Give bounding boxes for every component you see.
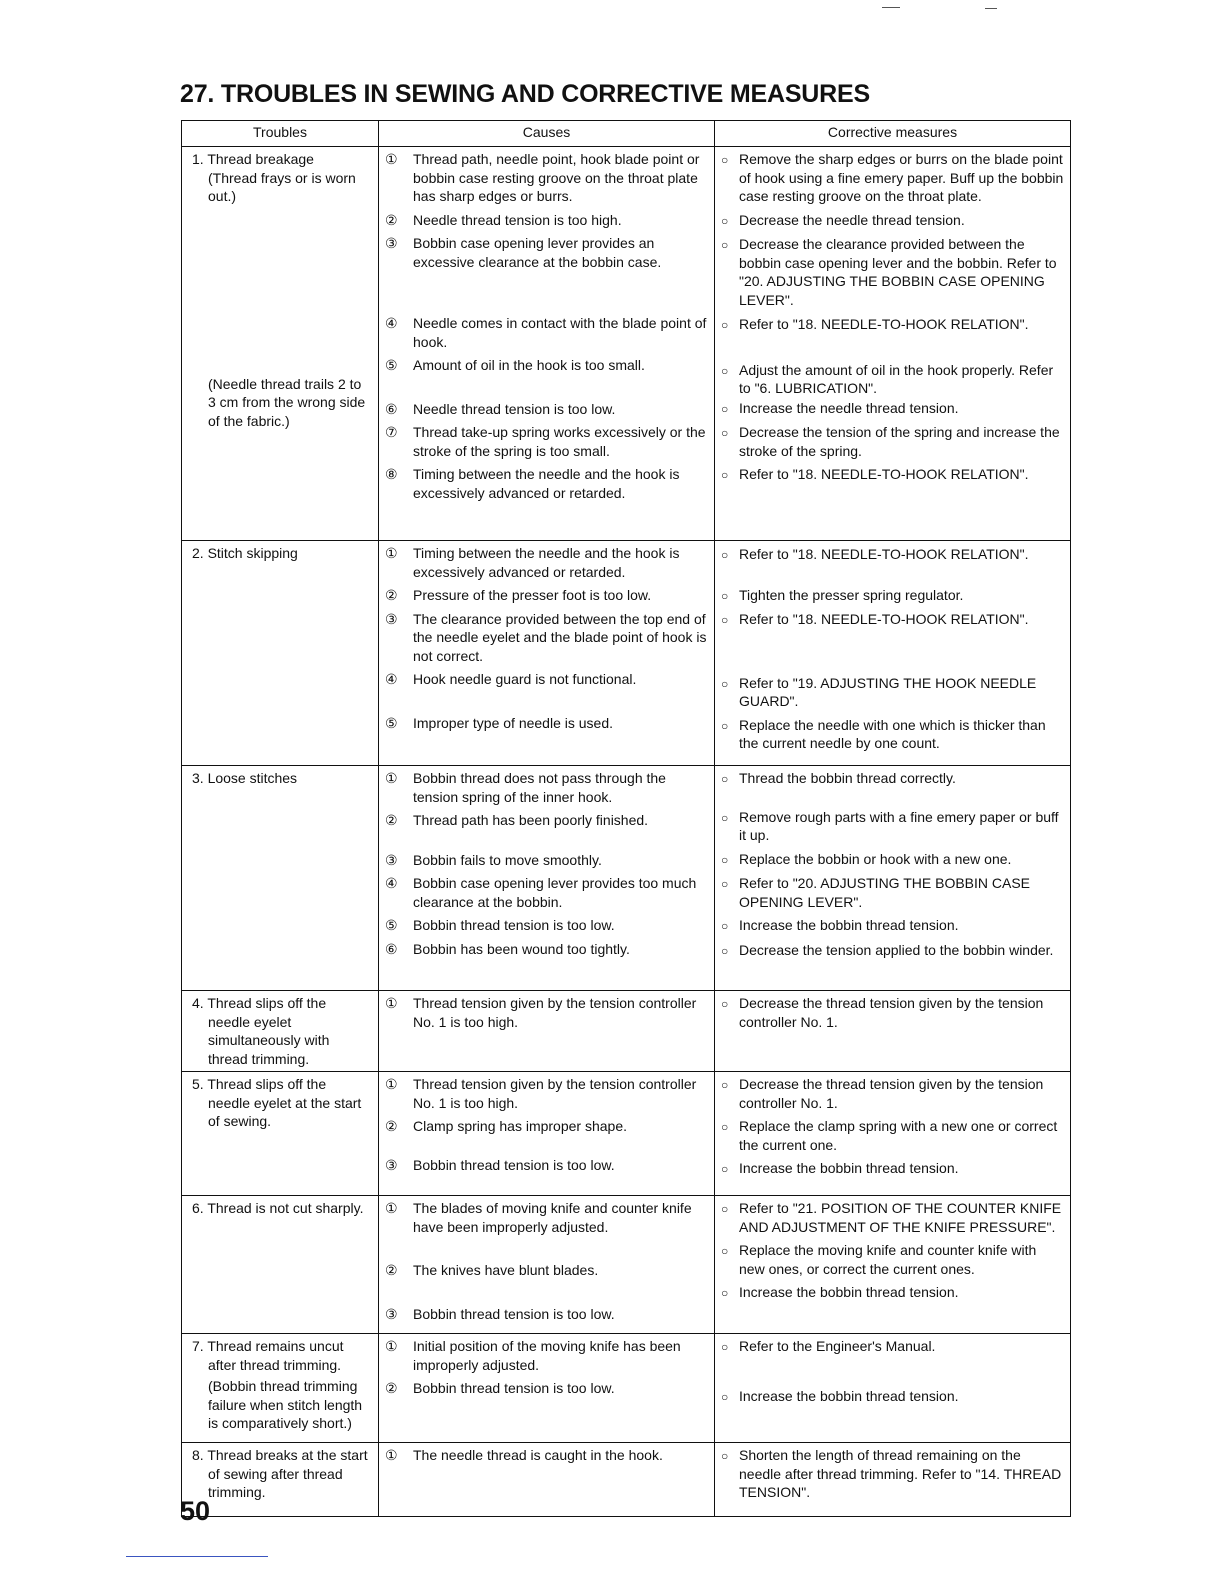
cause-number: ⑥	[385, 400, 398, 417]
bullet-icon: ○	[721, 1286, 729, 1300]
trouble-row	[182, 541, 1071, 766]
measure-item	[721, 150, 1064, 206]
measure-item	[721, 399, 1064, 419]
cause-number: ①	[385, 151, 398, 167]
measure-item	[721, 1159, 1064, 1179]
cause-item	[385, 1199, 708, 1236]
trouble-cell	[182, 991, 379, 1072]
cause-number: ⑦	[385, 424, 398, 440]
cause-number: ①	[385, 1338, 398, 1354]
cause-text: The blades of moving knife and counter knife have been improperly adjusted.	[413, 1200, 692, 1235]
measure-item	[721, 1199, 1064, 1236]
trouble-row	[182, 1196, 1071, 1334]
bullet-icon: ○	[721, 213, 729, 228]
bullet-icon: ○	[721, 1449, 729, 1463]
causes-cell	[379, 147, 715, 541]
trouble-cell	[182, 766, 379, 991]
trouble-title: 8. Thread breaks at the start of sewing after thread trimming.	[192, 1447, 368, 1500]
trouble-title: 2. Stitch skipping	[192, 545, 298, 561]
measure-item	[721, 586, 1064, 606]
cause-number: ③	[385, 610, 398, 627]
trouble-row	[182, 1334, 1071, 1443]
trouble-cell	[182, 1072, 379, 1196]
cause-number: ②	[385, 812, 398, 828]
trouble-row	[182, 1443, 1071, 1517]
scan-mark	[985, 8, 997, 9]
cause-text: Needle comes in contact with the blade point of hook.	[413, 315, 707, 350]
causes-cell	[379, 766, 715, 991]
cause-number: ②	[385, 587, 398, 603]
cause-item	[385, 234, 708, 271]
measure-text: Refer to "19. ADJUSTING THE HOOK NEEDLE GUARD".	[739, 674, 1037, 709]
cause-text: Needle thread tension is too low.	[413, 400, 616, 417]
measure-text: Decrease the thread tension given by the tension controller No. 1.	[739, 1076, 1044, 1111]
measure-text: Replace the needle with one which is thicker than the current needle by one count.	[739, 716, 1046, 751]
measures-cell	[715, 541, 1071, 766]
bullet-icon: ○	[721, 1120, 729, 1134]
measure-item	[721, 465, 1064, 485]
cause-item	[385, 1075, 708, 1112]
cause-item	[385, 714, 708, 733]
page-title: 27. TROUBLES IN SEWING AND CORRECTIVE MEASURES	[180, 80, 870, 108]
measure-text: Decrease the needle thread tension.	[739, 211, 965, 228]
cause-text: Thread tension given by the tension controller No. 1 is too high.	[413, 1076, 697, 1111]
cause-item	[385, 1337, 708, 1374]
cause-text: Bobbin has been wound too tightly.	[413, 940, 630, 957]
cause-item	[385, 465, 708, 502]
header-corrective-measures: Corrective measures	[715, 121, 1071, 147]
cause-item	[385, 1261, 708, 1280]
measure-item	[721, 423, 1064, 460]
bullet-icon: ○	[721, 1244, 729, 1258]
bullet-icon: ○	[721, 153, 729, 167]
trouble-note: (Needle thread trails 2 to 3 cm from the wrong side of the fabric.)	[208, 375, 366, 429]
measure-text: Replace the moving knife and counter knife with new ones, or correct the current ones.	[739, 1242, 1037, 1277]
causes-cell	[379, 541, 715, 766]
measure-item	[721, 916, 1064, 936]
cause-text: Needle thread tension is too high.	[413, 211, 622, 228]
measure-item	[721, 1117, 1064, 1154]
measure-text: Replace the clamp spring with a new one or correct the current one.	[739, 1118, 1058, 1153]
trouble-title: 6. Thread is not cut sharply.	[192, 1200, 364, 1216]
bullet-icon: ○	[721, 318, 729, 332]
measure-item	[721, 874, 1064, 911]
cause-text: Thread path has been poorly finished.	[413, 812, 649, 828]
measure-item	[721, 716, 1064, 753]
cause-number: ⑥	[385, 940, 398, 957]
cause-number: ②	[385, 211, 398, 228]
cause-number: ⑤	[385, 357, 398, 373]
cause-item	[385, 610, 708, 666]
cause-text: Clamp spring has improper shape.	[413, 1118, 627, 1134]
cause-text: Bobbin thread tension is too low.	[413, 1380, 615, 1396]
cause-text: Amount of oil in the hook is too small.	[413, 357, 645, 373]
measure-text: Adjust the amount of oil in the hook properly. Refer to "6. LUBRICATION".	[739, 361, 1054, 396]
cause-item	[385, 1305, 708, 1324]
cause-number: ②	[385, 1380, 398, 1396]
cause-number: ②	[385, 1118, 398, 1134]
cause-text: Hook needle guard is not functional.	[413, 671, 637, 687]
measure-item	[721, 610, 1064, 630]
measure-text: Refer to "18. NEEDLE-TO-HOOK RELATION".	[739, 316, 1029, 332]
trouble-note: (Bobbin thread trimming failure when stitch length is comparatively short.)	[208, 1378, 363, 1431]
measure-text: Increase the bobbin thread tension.	[739, 1284, 959, 1300]
cause-item	[385, 916, 708, 935]
measure-item	[721, 850, 1064, 870]
header-causes: Causes	[379, 121, 715, 147]
measure-item	[721, 808, 1064, 845]
cause-number: ①	[385, 770, 398, 786]
trouble-cell	[182, 147, 379, 541]
cause-item	[385, 1379, 708, 1398]
cause-text: Bobbin thread tension is too low.	[413, 917, 615, 933]
measures-cell	[715, 147, 1071, 541]
measures-cell	[715, 1196, 1071, 1334]
cause-text: Bobbin case opening lever provides an excessive clearance at the bobbin case.	[413, 235, 662, 270]
cause-text: Thread tension given by the tension controller No. 1 is too high.	[413, 995, 697, 1030]
bullet-icon: ○	[721, 588, 729, 603]
measure-text: Decrease the thread tension given by the tension controller No. 1.	[739, 995, 1044, 1030]
cause-text: Initial position of the moving knife has been improperly adjusted.	[413, 1338, 681, 1373]
cause-item	[385, 544, 708, 581]
measure-text: Refer to "18. NEEDLE-TO-HOOK RELATION".	[739, 466, 1029, 482]
measure-text: Decrease the clearance provided between the bobbin case opening lever and the bobbin. Refer to "20. ADJUSTING THE BOBBIN CASE OPENING LEVER".	[739, 236, 1057, 308]
measure-text: Refer to the Engineer's Manual.	[739, 1338, 936, 1354]
cause-number: ①	[385, 1447, 398, 1463]
measure-item	[721, 1337, 1064, 1357]
scan-mark	[882, 7, 900, 8]
measures-cell	[715, 1334, 1071, 1443]
causes-cell	[379, 991, 715, 1072]
bullet-icon: ○	[721, 997, 729, 1011]
bullet-icon: ○	[721, 1389, 729, 1404]
measure-text: Shorten the length of thread remaining on the needle after thread trimming. Refer to "14. THREAD TENSION".	[739, 1447, 1062, 1500]
bullet-icon: ○	[721, 468, 729, 482]
footer-divider	[126, 1556, 268, 1557]
trouble-title: 3. Loose stitches	[192, 770, 298, 786]
cause-number: ①	[385, 545, 398, 561]
cause-text: Bobbin thread does not pass through the tension spring of the inner hook.	[413, 770, 666, 805]
bullet-icon: ○	[721, 852, 729, 867]
bullet-icon: ○	[721, 238, 729, 252]
trouble-row	[182, 1072, 1071, 1196]
cause-text: The needle thread is caught in the hook.	[413, 1447, 663, 1463]
causes-cell	[379, 1334, 715, 1443]
cause-item	[385, 769, 708, 806]
bullet-icon: ○	[721, 1202, 729, 1216]
trouble-title: 4. Thread slips off the needle eyelet simultaneously with thread trimming.	[192, 995, 330, 1067]
measure-item	[721, 211, 1064, 231]
measure-text: Increase the needle thread tension.	[739, 399, 959, 416]
cause-item	[385, 150, 708, 206]
measure-item	[721, 769, 1064, 789]
cause-number: ②	[385, 1262, 398, 1278]
cause-text: Timing between the needle and the hook is excessively advanced or retarded.	[413, 466, 680, 501]
cause-item	[385, 356, 708, 375]
trouble-cell	[182, 1196, 379, 1334]
measure-text: Refer to "20. ADJUSTING THE BOBBIN CASE OPENING LEVER".	[739, 875, 1031, 910]
bullet-icon: ○	[721, 1340, 729, 1354]
cause-number: ④	[385, 875, 398, 891]
measures-cell	[715, 1072, 1071, 1196]
cause-item	[385, 586, 708, 605]
cause-item	[385, 670, 708, 689]
cause-item	[385, 211, 708, 230]
cause-number: ③	[385, 1156, 398, 1173]
cause-item	[385, 851, 708, 870]
measures-cell	[715, 766, 1071, 991]
trouble-cell	[182, 1443, 379, 1517]
cause-item	[385, 423, 708, 460]
cause-item	[385, 314, 708, 351]
measure-item	[721, 674, 1064, 711]
measure-item	[721, 1446, 1064, 1502]
measure-item	[721, 1387, 1064, 1407]
measure-item	[721, 1283, 1064, 1303]
bullet-icon: ○	[721, 943, 729, 958]
page-number: 50	[180, 1496, 211, 1526]
cause-number: ④	[385, 315, 398, 331]
measure-text: Remove rough parts with a fine emery paper or buff it up.	[739, 808, 1059, 843]
measure-item	[721, 1075, 1064, 1112]
measure-item	[721, 994, 1064, 1031]
bullet-icon: ○	[721, 548, 729, 562]
cause-number: ⑧	[385, 466, 398, 482]
cause-text: The clearance provided between the top end of the needle eyelet and the blade point of hook is not correct.	[413, 610, 707, 664]
trouble-row	[182, 766, 1071, 991]
cause-text: Improper type of needle is used.	[413, 714, 614, 731]
measure-text: Decrease the tension of the spring and increase the stroke of the spring.	[739, 424, 1060, 459]
bullet-icon: ○	[721, 426, 729, 440]
trouble-title: 7. Thread remains uncut after thread trimming.	[192, 1338, 344, 1373]
bullet-icon: ○	[721, 363, 729, 378]
cause-text: Bobbin fails to move smoothly.	[413, 851, 602, 868]
header-troubles: Troubles	[182, 121, 379, 147]
cause-number: ⑤	[385, 714, 398, 731]
cause-text: Thread take-up spring works excessively or the stroke of the spring is too small.	[413, 424, 706, 459]
measure-text: Increase the bobbin thread tension.	[739, 917, 959, 933]
measure-text: Thread the bobbin thread correctly.	[739, 770, 956, 786]
cause-number: ①	[385, 1200, 398, 1216]
cause-text: Thread path, needle point, hook blade point or bobbin case resting groove on the throat plate has sharp edges or burrs.	[413, 151, 700, 204]
causes-cell	[379, 1072, 715, 1196]
causes-cell	[379, 1196, 715, 1334]
cause-item	[385, 400, 708, 419]
measures-cell	[715, 1443, 1071, 1517]
bullet-icon: ○	[721, 401, 729, 416]
cause-item	[385, 874, 708, 911]
troubles-table	[181, 120, 1071, 1517]
measure-text: Refer to "18. NEEDLE-TO-HOOK RELATION".	[739, 546, 1029, 562]
measure-item	[721, 315, 1064, 335]
bullet-icon: ○	[721, 676, 729, 691]
cause-text: Bobbin thread tension is too low.	[413, 1305, 615, 1322]
trouble-row	[182, 147, 1071, 541]
cause-text: Bobbin thread tension is too low.	[413, 1156, 615, 1173]
trouble-row	[182, 991, 1071, 1072]
trouble-note: (Thread frays or is worn out.)	[208, 169, 356, 204]
measure-item	[721, 545, 1064, 565]
cause-item	[385, 1446, 708, 1465]
bullet-icon: ○	[721, 772, 729, 786]
measure-item	[721, 941, 1064, 961]
trouble-cell	[182, 541, 379, 766]
causes-cell	[379, 1443, 715, 1517]
measure-text: Refer to "18. NEEDLE-TO-HOOK RELATION".	[739, 611, 1029, 627]
measure-item	[721, 235, 1064, 309]
cause-number: ③	[385, 851, 398, 868]
cause-number: ③	[385, 1305, 398, 1322]
cause-item	[385, 1156, 708, 1175]
bullet-icon: ○	[721, 810, 729, 825]
measure-text: Decrease the tension applied to the bobbin winder.	[739, 941, 1054, 958]
measure-text: Refer to "21. POSITION OF THE COUNTER KNIFE AND ADJUSTMENT OF THE KNIFE PRESSURE".	[739, 1200, 1062, 1235]
measure-text: Replace the bobbin or hook with a new one.	[739, 850, 1012, 867]
cause-item	[385, 1117, 708, 1136]
cause-item	[385, 811, 708, 830]
trouble-cell	[182, 1334, 379, 1443]
measure-text: Remove the sharp edges or burrs on the blade point of hook using a fine emery paper. Buff up the bobbin case resting groove on the throat plate.	[739, 151, 1064, 204]
cause-item	[385, 994, 708, 1031]
bullet-icon: ○	[721, 877, 729, 891]
cause-text: Bobbin case opening lever provides too much clearance at the bobbin.	[413, 875, 697, 910]
table-header-row	[182, 121, 1071, 147]
measure-item	[721, 361, 1064, 398]
cause-text: The knives have blunt blades.	[413, 1262, 599, 1278]
bullet-icon: ○	[721, 718, 729, 733]
cause-text: Timing between the needle and the hook is excessively advanced or retarded.	[413, 545, 680, 580]
table-body	[182, 147, 1071, 1517]
measure-text: Increase the bobbin thread tension.	[739, 1160, 959, 1176]
cause-text: Pressure of the presser foot is too low.	[413, 587, 652, 603]
cause-number: ③	[385, 235, 398, 251]
bullet-icon: ○	[721, 1078, 729, 1092]
measures-cell	[715, 991, 1071, 1072]
cause-number: ⑤	[385, 917, 398, 933]
trouble-title: 1. Thread breakage	[192, 151, 314, 167]
bullet-icon: ○	[721, 919, 729, 933]
cause-number: ①	[385, 995, 398, 1011]
measure-text: Tighten the presser spring regulator.	[739, 586, 964, 603]
cause-number: ④	[385, 671, 398, 687]
measure-text: Increase the bobbin thread tension.	[739, 1387, 959, 1404]
measure-item	[721, 1241, 1064, 1278]
trouble-title: 5. Thread slips off the needle eyelet at the start of sewing.	[192, 1076, 362, 1129]
cause-number: ①	[385, 1076, 398, 1092]
bullet-icon: ○	[721, 1162, 729, 1176]
cause-item	[385, 940, 708, 959]
bullet-icon: ○	[721, 613, 729, 627]
